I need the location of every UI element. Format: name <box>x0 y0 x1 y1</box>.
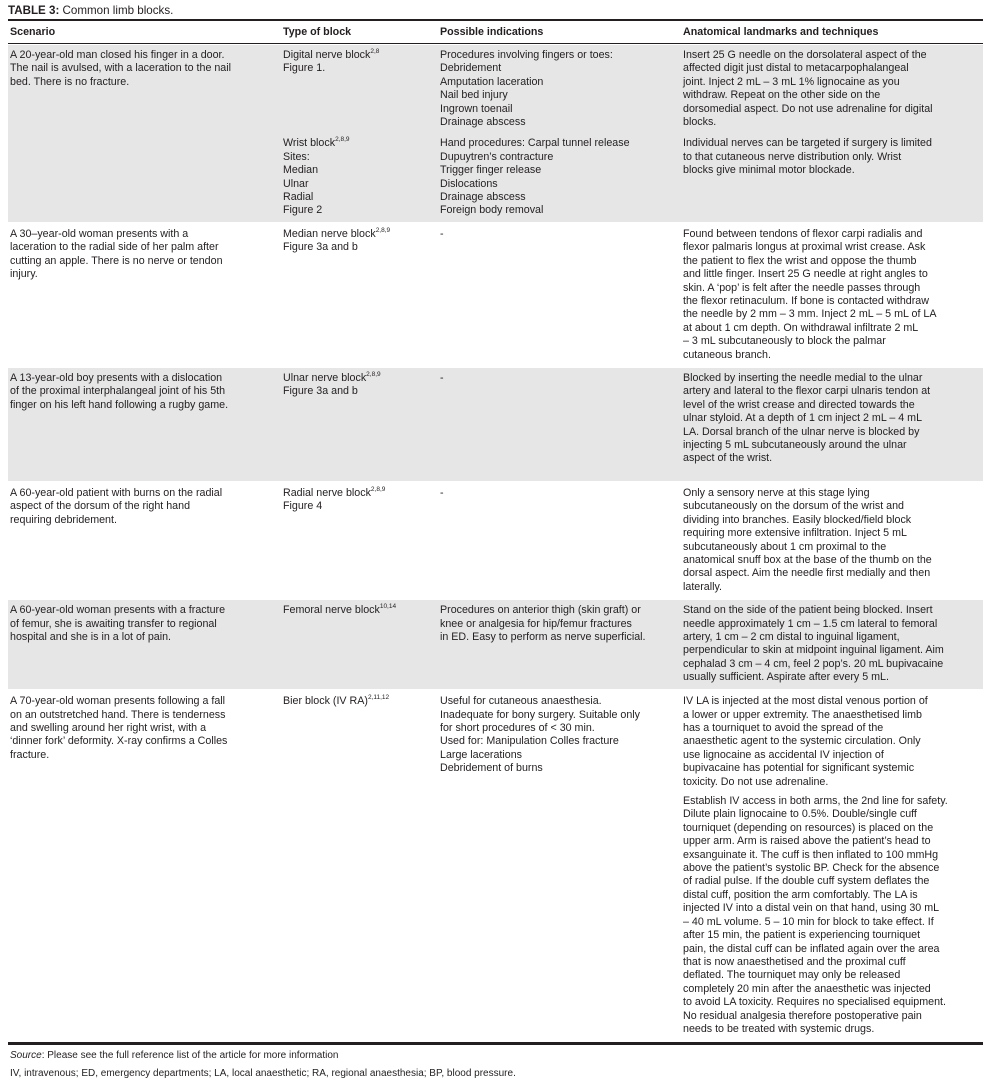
block-entry <box>281 691 983 1040</box>
technique-line: subcutaneously about 1 cm proximal to the <box>683 540 887 553</box>
technique-paragraph <box>683 604 979 684</box>
reference-superscript: 2,8,9 <box>375 226 391 234</box>
block-type-text: Figure 3a and b <box>283 241 358 254</box>
technique-line: – 3 mL subcutaneously to block the palmar <box>683 335 886 348</box>
table-row <box>8 224 983 366</box>
technique-line: the needle by 2 mm – 3 mm. Inject 2 mL – 5 mL of LA <box>683 308 937 321</box>
table-flow <box>8 45 983 1088</box>
indication-line: Useful for cutaneous anaesthesia. <box>440 695 602 708</box>
indication-line: for short procedures of < 30 min. <box>440 722 595 734</box>
technique-line: above the patient’s systolic BP. Check for the absence <box>683 862 940 875</box>
anatomical-cell <box>681 368 983 470</box>
scenario-line: A 30–year-old woman presents with a <box>10 227 189 240</box>
technique-line: anaesthetic agent to the systemic circulation. Only <box>683 735 921 748</box>
technique-paragraph <box>683 49 979 129</box>
block-type-cell <box>281 483 438 598</box>
scenario-line: bed. There is no fracture. <box>10 75 130 88</box>
scenario-line: and swelling around her right wrist, with a <box>10 722 207 734</box>
indications-cell <box>438 224 681 366</box>
technique-line: skin. A ‘pop’ is felt after the needle passes through <box>683 281 921 294</box>
technique-line: requiring more extensive infiltration. Inject 5 mL <box>683 527 907 540</box>
block-group <box>281 45 983 222</box>
reference-superscript: 2,8,9 <box>370 485 386 493</box>
scenario-line: on an outstretched hand. There is tenderness <box>10 708 226 721</box>
block-type-line <box>283 695 434 708</box>
block-type-text: Ulnar nerve block <box>283 371 367 384</box>
header-scenario: Scenario <box>10 26 56 38</box>
indication-line: Dupuytren’s contracture <box>440 150 554 163</box>
technique-line: dorsal aspect. Aim the needle first medially and then <box>683 567 931 580</box>
scenario-line: finger on his left hand following a rugby game. <box>10 398 229 411</box>
indication-line: - <box>440 227 444 240</box>
technique-line: use lignocaine as accidental IV injection of <box>683 748 884 761</box>
table-caption <box>8 4 173 17</box>
block-type-text: Radial <box>283 191 314 204</box>
technique-line: Insert 25 G needle on the dorsolateral aspect of the <box>683 49 927 61</box>
block-type-line <box>283 385 434 398</box>
technique-line: aspect of the wrist. <box>683 452 773 465</box>
technique-line: flexor palmaris longus at proximal wrist crease. Ask <box>683 241 926 254</box>
indication-line: Nail bed injury <box>440 89 508 102</box>
technique-line: that is now anaesthetised and the proximal cuff <box>683 955 906 968</box>
technique-line: Found between tendons of flexor carpi radialis and <box>683 227 923 240</box>
technique-paragraph <box>683 795 979 1036</box>
technique-line: perpendicular to skin at midpoint inguinal ligament. Aim <box>683 644 944 657</box>
scenario-line: laceration to the radial side of her palm after <box>10 241 219 254</box>
block-type-line <box>283 62 434 75</box>
table-bottom-rule <box>8 1042 983 1045</box>
technique-line: Blocked by inserting the needle medial to the ulnar <box>683 371 923 384</box>
technique-line: laterally. <box>683 580 723 593</box>
source-note <box>8 1050 983 1062</box>
block-group <box>281 224 983 366</box>
indication-line: Dislocations <box>440 177 498 190</box>
technique-line: tourniquet (depending on resources) is placed on the <box>683 821 934 834</box>
technique-line: injecting 5 mL subcutaneously around the ulnar <box>683 438 907 451</box>
source-label: Source <box>10 1049 42 1061</box>
technique-line: Only a sensory nerve at this stage lying <box>683 486 870 499</box>
reference-superscript: 10,14 <box>379 603 397 611</box>
technique-line: affected digit just distal to metacarpophalangeal <box>683 62 909 75</box>
technique-paragraph <box>683 372 979 466</box>
table-row <box>8 45 983 222</box>
block-type-line <box>283 487 434 500</box>
indication-line: Trigger finger release <box>440 164 542 177</box>
block-type-cell <box>281 368 438 470</box>
header-type-of-block: Type of block <box>283 26 352 38</box>
table-row <box>8 600 983 689</box>
technique-line: cephalad 3 cm – 4 cm, feel 2 pop’s. 20 mL bupivacaine <box>683 657 944 670</box>
technique-paragraph <box>683 695 979 789</box>
block-type-line <box>283 49 434 62</box>
indication-line: Procedures involving fingers or toes: <box>440 49 613 61</box>
indication-line: Procedures on anterior thigh (skin graft) or <box>440 604 641 617</box>
technique-line: the flexor retinaculum. If bone is contacted withdraw <box>683 294 929 307</box>
block-type-text: Figure 1. <box>283 62 326 75</box>
technique-line: cutaneous branch. <box>683 348 771 361</box>
indications-cell <box>438 133 681 221</box>
block-type-text: Figure 3a and b <box>283 385 358 398</box>
technique-line: distal cuff, position the arm comfortably. The LA is <box>683 888 918 901</box>
technique-line: blocks. <box>683 116 717 129</box>
scenario-line: requiring debridement. <box>10 513 117 526</box>
indication-line: knee or analgesia for hip/femur fractures <box>440 617 632 630</box>
scenario-line: aspect of the dorsum of the right hand <box>10 500 191 513</box>
block-type-cell <box>281 691 438 1040</box>
scenario-line: A 60-year-old woman presents with a fracture <box>10 604 226 617</box>
technique-line: withdraw. Repeat on the other side on the <box>683 89 881 102</box>
block-type-text: Median <box>283 164 319 177</box>
block-type-line <box>283 604 434 617</box>
technique-line: IV LA is injected at the most distal venous portion of <box>683 695 928 708</box>
technique-line: LA. Dorsal branch of the ulnar nerve is blocked by <box>683 425 920 438</box>
indication-line: Inadequate for bony surgery. Suitable only <box>440 708 641 721</box>
technique-paragraph <box>683 228 979 362</box>
block-type-line <box>283 164 434 177</box>
block-type-line <box>283 191 434 204</box>
technique-line: Individual nerves can be targeted if surgery is limited <box>683 137 932 150</box>
block-entry <box>281 133 983 221</box>
table-number: TABLE 3: <box>8 4 60 17</box>
technique-line: artery, 1 cm – 2 cm distal to inguinal ligament, <box>683 631 900 643</box>
block-type-text: Femoral nerve block <box>283 604 380 617</box>
technique-line: deflated. The tourniquet may only be released <box>683 969 901 982</box>
abbreviations-note: IV, intravenous; ED, emergency departments; LA, local anaesthetic; RA, regional anaesthesia; BP, blood pressure. <box>10 1067 516 1079</box>
block-type-text: Ulnar <box>283 177 309 190</box>
indications-cell <box>438 368 681 470</box>
indications-cell <box>438 483 681 598</box>
block-type-cell <box>281 600 438 688</box>
header-possible-indications: Possible indications <box>440 26 544 38</box>
technique-line: Establish IV access in both arms, the 2nd line for safety. <box>683 795 948 808</box>
block-entry <box>281 600 983 688</box>
scenario-cell <box>8 600 281 689</box>
block-type-line <box>283 204 434 217</box>
reference-superscript: 2,8 <box>370 48 380 55</box>
block-entry <box>281 224 983 366</box>
technique-line: completely 20 min after the anaesthetic was injected <box>683 982 931 995</box>
technique-line: toxicity. Do not use adrenaline. <box>683 775 829 788</box>
block-type-line <box>283 372 434 385</box>
technique-line: after 15 min, the patient is experiencing tourniquet <box>683 929 921 942</box>
technique-line: of radial pulse. If the double cuff system deflates the <box>683 875 930 888</box>
block-type-text: Median nerve block <box>283 227 376 240</box>
block-entry <box>281 483 983 598</box>
block-type-cell <box>281 133 438 221</box>
technique-line: upper arm. Arm is raised above the patient’s head to <box>683 835 931 848</box>
scenario-line: A 20-year-old man closed his finger in a door. <box>10 49 225 61</box>
block-type-line <box>283 151 434 164</box>
anatomical-cell <box>681 483 983 598</box>
table-header <box>8 21 983 44</box>
block-entry <box>281 45 983 133</box>
indication-line: Used for: Manipulation Colles fracture <box>440 735 619 748</box>
technique-line: anatomical snuff box at the base of the thumb on the <box>683 553 932 566</box>
block-group <box>281 691 983 1040</box>
indication-line: Debridement <box>440 62 502 75</box>
block-type-text: Wrist block <box>283 137 336 150</box>
technique-paragraph <box>683 137 979 177</box>
scenario-line: cutting an apple. There is no nerve or tendon <box>10 254 223 267</box>
block-type-text: Radial nerve block <box>283 486 371 499</box>
block-group <box>281 483 983 598</box>
technique-line: the patient to flex the wrist and oppose the thumb <box>683 254 917 267</box>
scenario-line: A 60-year-old patient with burns on the radial <box>10 486 223 499</box>
block-type-line <box>283 178 434 191</box>
block-type-line <box>283 137 434 150</box>
technique-line: has a tourniquet to avoid the spread of the <box>683 722 884 734</box>
table-title: Common limb blocks. <box>62 4 174 17</box>
indication-line: - <box>440 371 444 384</box>
block-group <box>281 600 983 689</box>
technique-line: to that cutaneous nerve distribution only. Wrist <box>683 150 902 163</box>
scenario-line: fracture. <box>10 748 50 761</box>
scenario-line: injury. <box>10 268 38 281</box>
technique-line: Dilute plain lignocaine to 0.5%. Double/single cuff <box>683 808 917 821</box>
block-type-line <box>283 500 434 513</box>
indications-cell <box>438 691 681 1040</box>
table-row <box>8 483 983 598</box>
scenario-line: of femur, she is awaiting transfer to regional <box>10 617 217 630</box>
technique-paragraph <box>683 487 979 594</box>
technique-line: bupivacaine has potential for significant systemic <box>683 762 915 775</box>
technique-line: pain, the distal cuff can be inflated again over the area <box>683 942 940 955</box>
technique-line: – 40 mL volume. 5 – 10 min for block to take effect. If <box>683 915 934 928</box>
scenario-line: A 13-year-old boy presents with a dislocation <box>10 371 223 384</box>
scenario-cell <box>8 483 281 598</box>
technique-line: level of the wrist crease and directed towards the <box>683 398 915 411</box>
indication-line: Drainage abscess <box>440 191 526 204</box>
technique-line: No residual analgesia therefore postoperative pain <box>683 1009 922 1022</box>
block-type-line <box>283 228 434 241</box>
technique-line: needle approximately 1 cm – 1.5 cm lateral to femoral <box>683 617 938 630</box>
indications-cell <box>438 600 681 688</box>
scenario-line: A 70-year-old woman presents following a fall <box>10 695 226 708</box>
anatomical-cell <box>681 224 983 366</box>
scenario-line: hospital and she is in a lot of pain. <box>10 631 172 643</box>
technique-line: dorsomedial aspect. Do not use adrenaline for digital <box>683 102 933 115</box>
anatomical-cell <box>681 45 983 133</box>
technique-line: at about 1 cm depth. On withdrawal infiltrate 2 mL <box>683 321 919 334</box>
technique-line: artery and lateral to the flexor carpi ulnaris tendon at <box>683 385 931 398</box>
scenario-line: The nail is avulsed, with a laceration to the nail <box>10 62 231 75</box>
block-type-text: Bier block (IV RA) <box>283 695 368 708</box>
indication-line: Foreign body removal <box>440 204 544 217</box>
technique-line: to avoid LA toxicity. Requires no specialised equipment. <box>683 996 946 1009</box>
technique-line: joint. Inject 2 mL – 3 mL 1% lignocaine as you <box>683 75 900 88</box>
indication-line: in ED. Easy to perform as nerve superficial. <box>440 631 646 643</box>
scenario-line: of the proximal interphalangeal joint of his 5th <box>10 385 226 398</box>
block-group <box>281 368 983 481</box>
header-anatomical-landmarks: Anatomical landmarks and techniques <box>683 26 879 38</box>
reference-superscript: 2,8,9 <box>335 136 350 144</box>
indication-line: Large lacerations <box>440 748 522 761</box>
technique-line: usually sufficient. Aspirate after every 5 mL. <box>683 671 889 684</box>
anatomical-cell <box>681 600 983 688</box>
table-row <box>8 368 983 481</box>
source-text: : Please see the full reference list of the article for more information <box>41 1049 339 1061</box>
anatomical-cell <box>681 691 983 1040</box>
indication-line: Debridement of burns <box>440 762 543 775</box>
block-type-cell <box>281 224 438 366</box>
reference-superscript: 2,11,12 <box>367 694 390 702</box>
technique-line: a lower or upper extremity. The anaesthetised limb <box>683 708 923 721</box>
indication-line: Ingrown toenail <box>440 102 513 115</box>
block-type-line <box>283 241 434 254</box>
scenario-cell <box>8 368 281 481</box>
block-type-text: Digital nerve block <box>283 49 371 61</box>
indication-line: Hand procedures: Carpal tunnel release <box>440 137 630 150</box>
indication-line: Amputation laceration <box>440 75 544 88</box>
technique-line: needs to be treated with systemic drugs. <box>683 1022 875 1035</box>
technique-line: blocks give minimal motor blockade. <box>683 164 855 177</box>
technique-line: ulnar styloid. At a depth of 1 cm inject 2 mL – 4 mL <box>683 412 923 425</box>
block-type-text: Figure 4 <box>283 500 323 513</box>
indication-line: - <box>440 486 444 499</box>
block-entry <box>281 368 983 470</box>
block-type-cell <box>281 45 438 133</box>
technique-line: Stand on the side of the patient being blocked. Insert <box>683 604 933 617</box>
technique-line: dividing into branches. Easily blocked/field block <box>683 513 912 526</box>
technique-line: exsanguinate it. The cuff is then inflated to 100 mmHg <box>683 848 939 861</box>
technique-line: injected IV into a distal vein on that hand, using 30 mL <box>683 902 940 915</box>
table-row <box>8 691 983 1040</box>
block-type-text: Sites: <box>283 150 310 163</box>
reference-superscript: 2,8,9 <box>366 370 381 378</box>
scenario-cell <box>8 224 281 366</box>
scenario-cell <box>8 691 281 1040</box>
scenario-line: ‘dinner fork’ deformity. X-ray confirms a Colles <box>10 735 228 748</box>
table-body <box>8 45 983 1040</box>
technique-line: and little finger. Insert 25 G needle at right angles to <box>683 268 928 281</box>
indication-line: Drainage abscess <box>440 116 526 129</box>
anatomical-cell <box>681 133 983 221</box>
technique-line: subcutaneously on the dorsum of the wrist and <box>683 500 905 513</box>
block-type-text: Figure 2 <box>283 204 323 217</box>
scenario-cell <box>8 45 281 222</box>
indications-cell <box>438 45 681 133</box>
